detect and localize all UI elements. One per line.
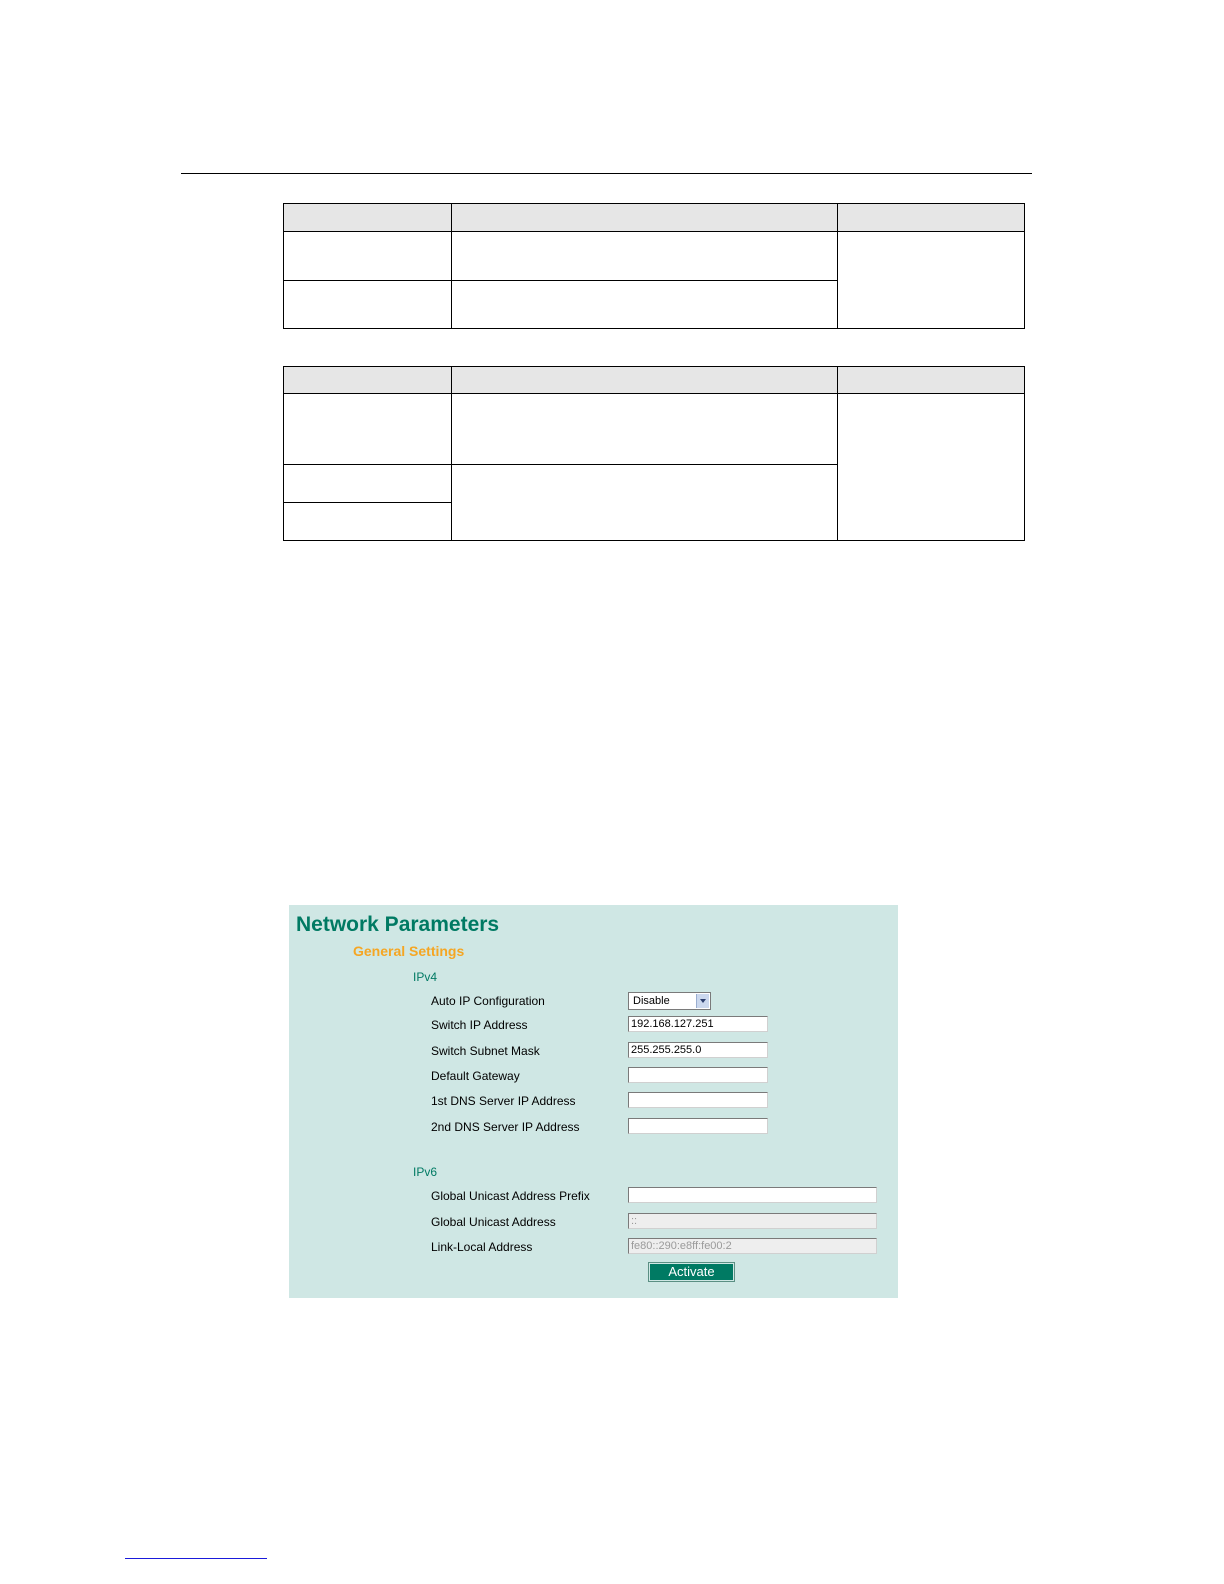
dns1-label: 1st DNS Server IP Address xyxy=(431,1094,576,1108)
table-row xyxy=(284,394,1025,465)
prefix-input[interactable] xyxy=(628,1187,877,1203)
global-unicast-label: Global Unicast Address xyxy=(431,1215,556,1229)
auto-ip-label: Auto IP Configuration xyxy=(431,994,545,1008)
link-local-input: fe80::290:e8ff:fe00:2 xyxy=(628,1238,877,1254)
subnet-mask-label: Switch Subnet Mask xyxy=(431,1044,540,1058)
dns2-label: 2nd DNS Server IP Address xyxy=(431,1120,580,1134)
section-title: General Settings xyxy=(353,943,465,959)
default-gateway-input[interactable] xyxy=(628,1067,768,1083)
auto-ip-selected-value: Disable xyxy=(633,995,670,1007)
prefix-label: Global Unicast Address Prefix xyxy=(431,1189,590,1203)
footer-link-underline xyxy=(125,1558,267,1559)
activate-button[interactable]: Activate xyxy=(649,1263,734,1281)
ipv4-heading: IPv4 xyxy=(413,970,438,984)
header-rule xyxy=(181,173,1032,174)
page-title: Network Parameters xyxy=(296,913,500,936)
ipv6-heading: IPv6 xyxy=(413,1165,438,1179)
default-gateway-label: Default Gateway xyxy=(431,1069,520,1083)
table-header-row xyxy=(284,204,1025,232)
dns2-input[interactable] xyxy=(628,1118,768,1134)
setting-table-1 xyxy=(283,203,1025,329)
global-unicast-input: :: xyxy=(628,1213,877,1229)
auto-ip-select[interactable] xyxy=(628,992,711,1010)
switch-ip-label: Switch IP Address xyxy=(431,1018,528,1032)
network-parameters-panel xyxy=(289,905,898,1298)
chevron-down-icon[interactable] xyxy=(696,994,709,1008)
table-header-row xyxy=(284,367,1025,394)
table-row xyxy=(284,232,1025,281)
dns1-input[interactable] xyxy=(628,1092,768,1108)
switch-ip-input[interactable]: 192.168.127.251 xyxy=(628,1016,768,1032)
link-local-label: Link-Local Address xyxy=(431,1240,533,1254)
setting-table-2 xyxy=(283,366,1025,541)
subnet-mask-input[interactable]: 255.255.255.0 xyxy=(628,1042,768,1058)
